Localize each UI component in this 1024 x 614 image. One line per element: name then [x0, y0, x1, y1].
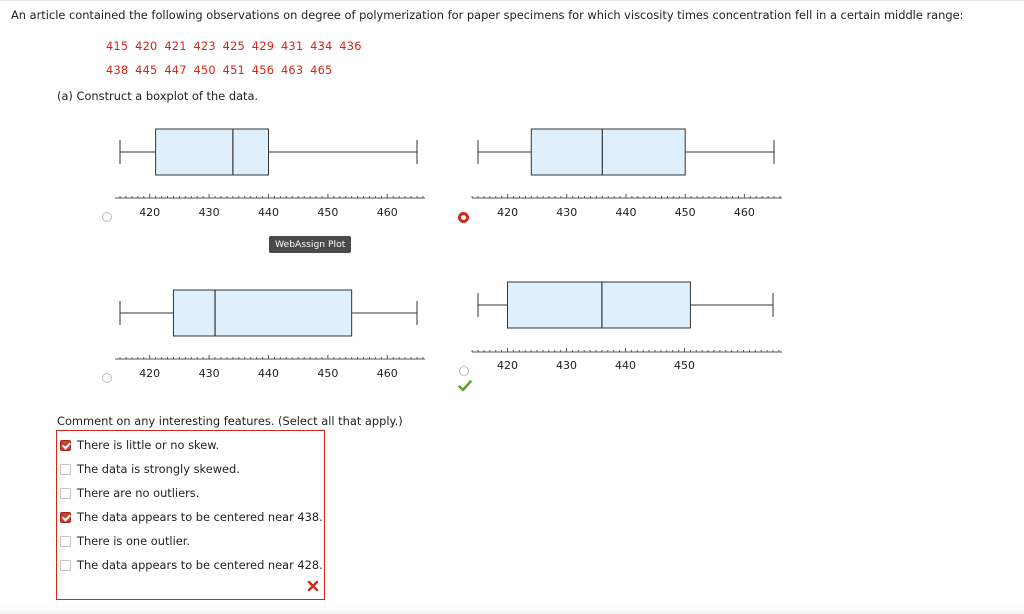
option-label: The data appears to be centered near 438. — [77, 510, 323, 524]
checkbox-centered-near-428[interactable] — [60, 560, 71, 571]
bottom-fade — [0, 606, 1024, 614]
option-centered-near-438[interactable] — [60, 510, 323, 524]
checkbox-one-outlier[interactable] — [60, 536, 71, 547]
tick-label: 430 — [198, 206, 220, 219]
tick-label: 420 — [139, 367, 161, 380]
option-strongly-skewed[interactable] — [60, 462, 240, 476]
checkbox-no-outliers[interactable] — [60, 488, 71, 499]
option-one-outlier[interactable] — [60, 534, 190, 548]
incorrect-x-icon — [307, 580, 319, 592]
tick-label: 420 — [139, 206, 161, 219]
option-label: The data is strongly skewed. — [77, 462, 240, 476]
tick-label: 420 — [497, 206, 519, 219]
tick-label: 440 — [258, 206, 279, 219]
tick-label: 440 — [258, 367, 279, 380]
checkbox-strongly-skewed[interactable] — [60, 464, 71, 475]
tick-label: 430 — [198, 367, 220, 380]
tick-label: 460 — [733, 206, 755, 219]
data-values-row-1: 415 420 421 423 425 429 431 434 436 — [106, 39, 362, 53]
option-label: There are no outliers. — [77, 486, 200, 500]
tick-label: 430 — [556, 359, 577, 372]
tick-label: 450 — [317, 367, 339, 380]
data-values-row-2: 438 445 447 450 451 456 463 465 — [106, 63, 333, 77]
tick-label: 450 — [317, 206, 339, 219]
tick-label: 430 — [556, 206, 578, 219]
tick-label: 460 — [376, 206, 398, 219]
option-no-outliers[interactable] — [60, 486, 199, 500]
tick-label: 440 — [615, 359, 636, 372]
checkbox-centered-near-438[interactable] — [60, 512, 71, 523]
part-a-prompt: (a) Construct a boxplot of the data. — [57, 89, 259, 103]
tick-label: 450 — [674, 206, 696, 219]
option-label: There is little or no skew. — [77, 438, 220, 452]
iqr-box — [508, 282, 691, 328]
comment-prompt: Comment on any interesting features. (Select all that apply.) — [57, 414, 403, 428]
option-little-or-no-skew[interactable] — [60, 438, 219, 452]
answer-options-box — [56, 430, 325, 600]
option-label: The data appears to be centered near 428. — [77, 558, 323, 572]
webassign-plot-badge[interactable]: WebAssign Plot — [269, 236, 351, 253]
tick-label: 420 — [497, 359, 518, 372]
option-label: There is one outlier. — [77, 534, 191, 548]
tick-label: 450 — [674, 359, 695, 372]
checkbox-little-or-no-skew[interactable] — [60, 440, 71, 451]
option-centered-near-428[interactable] — [60, 558, 323, 572]
question-text: An article contained the following observations on degree of polymerization for paper specimens for which viscosity times concentration fell in a certain middle range: — [11, 8, 964, 22]
tick-label: 460 — [376, 367, 398, 380]
tick-label: 440 — [615, 206, 637, 219]
